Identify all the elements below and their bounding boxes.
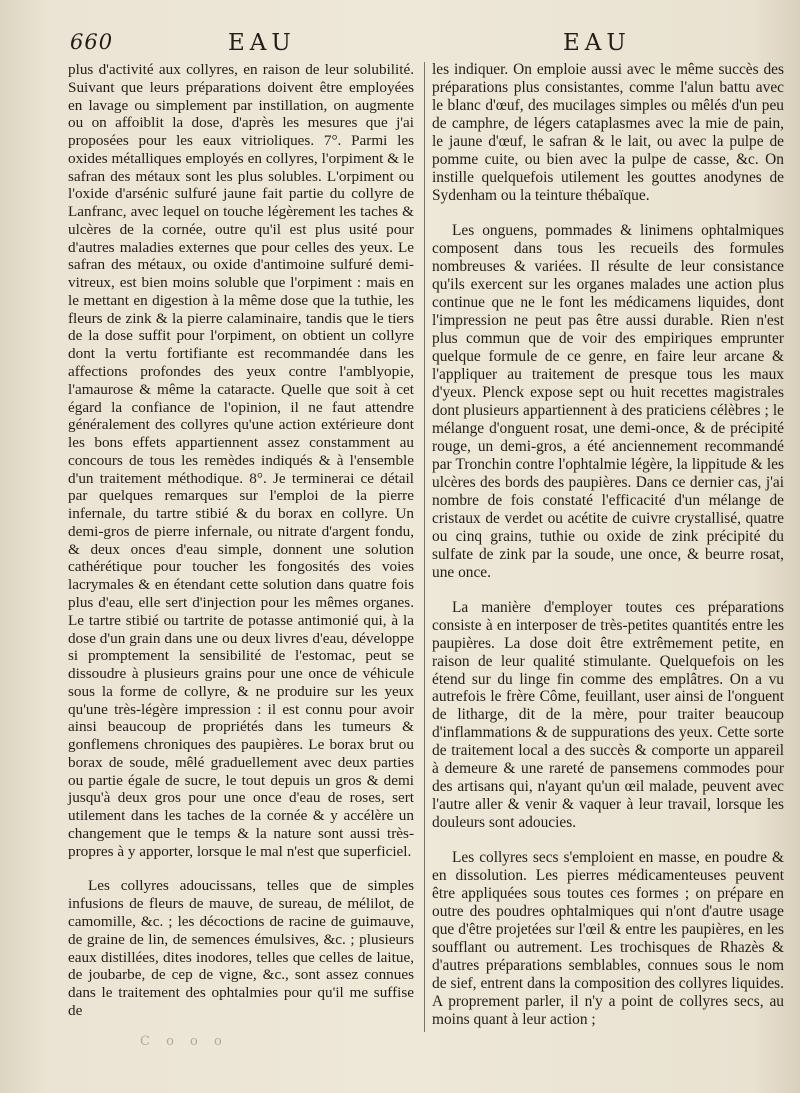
paragraph: Les collyres secs s'emploient en masse, en poudre & en dissolution. Les pierres médicamenteuses peuvent être appliquées sous toutes ces formes ; on prépare en outre des poudres ophtalmiques qui n'ont d'autre usage que d'être projetées sur l'œil & entre les paupières, en les soufflant ou autrement. Les trochisques de Rhazès & d'autres préparations semblables, connues sous le nom de sief, entrent dans la composition des collyres liquides. A proprement parler, il n'y a point de collyres secs, au moins quant à leur action ;: [432, 849, 784, 1029]
paragraph: Les onguens, pommades & linimens ophtalmiques composent dans tous les recueils des formules nombreuses & variées. Il résulte de leur consistance qu'ils exercent sur les organes malades une action plus continue que ne le font les médicamens liquides, dont l'impression ne peut pas être aussi durable. Rien n'est plus commun que de voir des empiriques emprunter quelque formule de ce genre, en faire leur arcane & l'appliquer au traitement de presque tous les maux d'yeux. Plenck expose sept ou huit recettes magistrales dont plusieurs appartiennent à des praticiens célèbres ; le mélange d'onguent rosat, une demi-once, & de précipité rouge, un demi-gros, a été anciennement recommandé par Tronchin contre l'ophtalmie légère, la lippitude & les ulcères des bords des paupières. Dans ce dernier cas, j'ai nombre de fois constaté l'efficacité d'un mélange de cristaux de verdet ou acétite de cuivre crystallisé, quatre ou cinq grains, tuthie ou oxide de zink précipité du sulfate de zink par la soude, une once, & beurre rosat, une once.: [432, 221, 784, 581]
left-running-head: EAU: [228, 30, 296, 56]
right-column: [432, 61, 784, 1029]
paragraph: La manière d'employer toutes ces préparations consiste à en interposer de très-petites quantités entre les paupières. La dose doit être extrêmement petite, en raison de leur qualité stimulante. Quelquefois on les étend sur du linge fin comme des emplâtres. On a vu autrefois le frère Côme, feuillant, user ainsi de l'onguent de litharge, dit de la mère, pour traiter beaucoup d'inflammations & de suppurations des yeux. Cette sorte de traitement local a des succès & comporte un appareil à demeure & une rareté de pansemens commodes pour des artisans qui, n'ayant qu'un œil malade, peuvent avec l'autre aller & venir & vaquer à leur travail, lorsque les douleurs sont adoucies.: [432, 598, 784, 832]
left-column: [68, 61, 414, 1020]
right-running-head: EAU: [563, 30, 631, 56]
show-through-mark: C o o o: [140, 1034, 228, 1049]
paragraph: les indiquer. On emploie aussi avec le même succès des préparations plus consistantes, comme l'alun battu avec le blanc d'œuf, des mucilages simples ou mêlés d'un peu de camphre, de légers cataplasmes avec la mie de pain, le jaune d'œuf, le safran & le lait, ou avec la pulpe de pomme cuite, ou bien avec la pulpe de casse, &c. On instille quelquefois utilement les gouttes anodynes de Sydenham ou la teinture thébaïque.: [432, 61, 784, 204]
page-number: 660: [70, 30, 114, 54]
paragraph: Les collyres adoucissans, telles que de simples infusions de fleurs de mauve, de sureau, de mélilot, de camomille, &c. ; les décoctions de racine de guimauve, de graine de lin, de semences émulsives, &c. ; plusieurs eaux distillées, dites inodores, telles que celles de laitue, de joubarbe, de cep de vigne, &c., sont assez connues dans le traitement des ophtalmies pour qu'il me suffise de: [68, 877, 414, 1019]
paragraph: plus d'activité aux collyres, en raison de leur solubilité. Suivant que leurs préparations doivent être employées en lavage ou simplement par instillation, on augmente ou on affoiblit la dose, d'après les mesures que j'ai proposées pour les eaux vitrioliques. 7°. Parmi les oxides métalliques employés en collyres, l'orpiment & le safran des métaux sont les plus solubles. L'orpiment ou l'oxide d'arsénic sulfuré jaune fait partie du collyre de Lanfranc, avec lequel on touche légèrement les taches & ulcères de la cornée, outre qu'il est plus usité pour d'autres maladies externes que pour celles des yeux. Le safran des métaux, ou oxide d'antimoine sulfuré demi-vitreux, est bien moins soluble que l'orpiment : mais en le mettant en digestion à la même dose que la tuthie, les fleurs de zink & la pierre calaminaire, tandis que le tiers de la dose suffit pour l'orpiment, on obtient un collyre dont la vertu fortifiante est recommandée dans les affections profondes des yeux contre l'amblyopie, l'amaurose & même la cataracte. Quelle que soit à cet égard la confiance de l'opinion, il ne faut attendre généralement des collyres qu'une action extérieure dont les bons effets appartiennent assez constamment au concours de tous les remèdes indiqués & à l'ensemble d'un traitement méthodique. 8°. Je terminerai ce détail par quelques remarques sur l'emploi de la pierre infernale, du tartre stibié & du borax en collyre. Un demi-gros de pierre infernale, ou nitrate d'argent fondu, & deux onces d'eau simple, donnent une solution cathérétique pour toucher les fongosités des voies lacrymales & en étendant cette solution dans quatre fois plus d'eau, elle sert d'injection pour les mêmes organes. Le tartre stibié ou tartrite de potasse antimonié qui, à la dose d'un grain dans une ou deux livres d'eau, développe si promptement la sensibilité de l'estomac, peut se dissoudre à plusieurs grains pour une once de véhicule sous la forme de collyre, & ne produire sur les yeux qu'une très-légère impression : il est connu pour avoir ainsi beaucoup de propriétés dans les tumeurs & gonflemens chroniques des paupières. Le borax brut ou borax de soude, mêlé graduellement avec deux parties ou partie égale de sucre, le tout depuis un gros & demi jusqu'à deux gros pour une once d'eau de roses, sert utilement dans les taches de la cornée & y accélère un changement que le temps & la nature sont aussi très-propres à y apporter, lorsque le mal n'est que superficiel.: [68, 61, 414, 860]
column-divider: [424, 62, 425, 1032]
